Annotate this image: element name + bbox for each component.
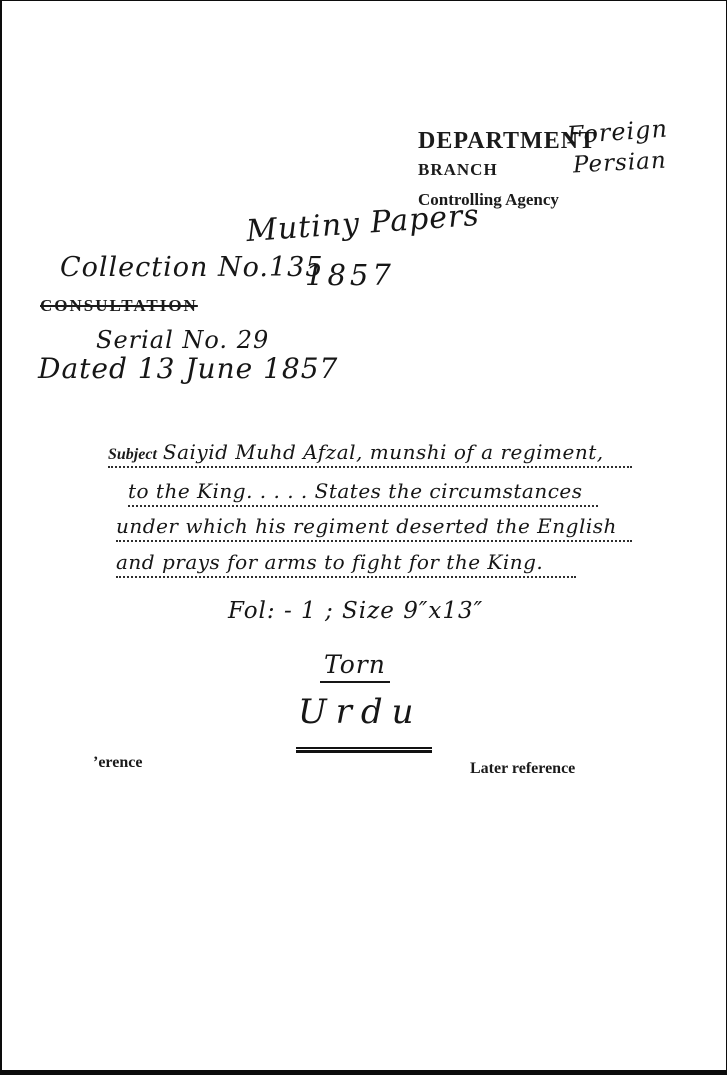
controlling-agency-label: Controlling Agency [418,190,559,209]
subject-text-line-1: Saiyid Muhd Afzal, munshi of a regiment, [162,440,604,464]
subject-line [116,550,576,578]
collection-number-handwritten: Collection No.135 [60,252,324,283]
serial-number-handwritten: Serial No. 29 [96,326,270,354]
language-underline [296,747,432,753]
condition-note-handwritten: Torn [320,650,390,683]
branch-label: BRANCH [418,160,498,179]
subject-line [116,514,632,542]
subject-text-line-3: under which his regiment deserted the English [116,514,617,538]
scan-edge-left [0,0,2,1075]
subject-label: Subject [108,446,157,463]
later-reference-label: Later reference [470,760,576,777]
folio-size-handwritten: Fol: - 1 ; Size 9″x13″ [228,598,484,624]
subject-text-line-4: and prays for arms to fight for the King. [116,550,544,574]
subject-line [108,440,632,468]
language-note-handwritten: Urdu [298,692,423,732]
series-year-handwritten: 1857 [305,258,395,292]
subject-text-line-2: to the King. . . . . States the circumstances [128,479,583,503]
scan-edge-top [0,0,727,1]
consultation-label-struck: CONSULTATION [40,296,198,315]
subject-line [128,479,598,507]
date-handwritten: Dated 13 June 1857 [38,352,339,385]
scan-edge-bottom [0,1070,727,1075]
previous-reference-label: ’erence [93,754,143,771]
branch-value-handwritten: Persian [572,147,668,179]
department-value-handwritten: Foreign [566,114,669,150]
series-title-handwritten: Mutiny Papers [245,197,481,250]
department-label: DEPARTMENT [418,128,597,154]
